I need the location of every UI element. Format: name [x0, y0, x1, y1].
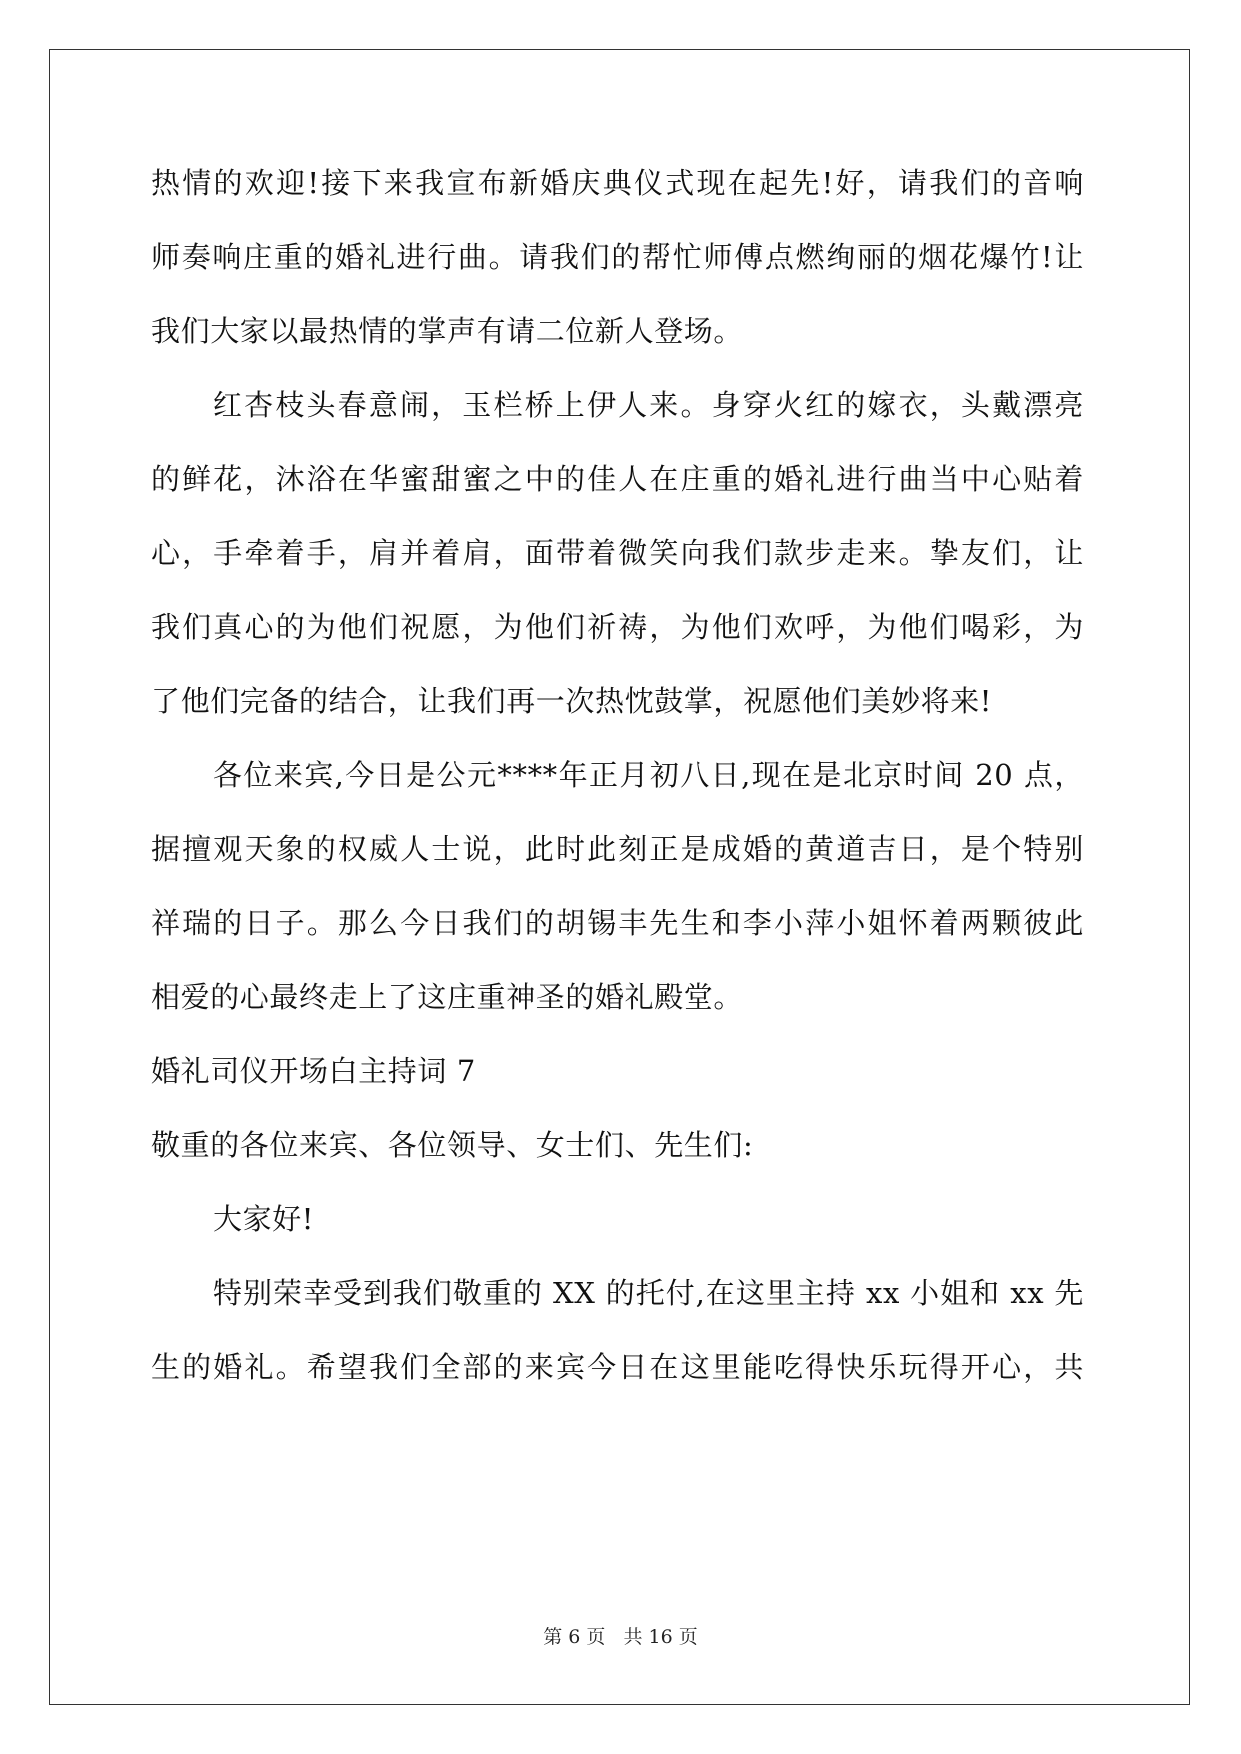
paragraph-line: 的鲜花，沐浴在华蜜甜蜜之中的佳人在庄重的婚礼进行曲当中心贴着	[151, 462, 1084, 496]
paragraph-line: 了他们完备的结合，让我们再一次热忱鼓掌，祝愿他们美妙将来!	[151, 684, 993, 718]
paragraph-line: 师奏响庄重的婚礼进行曲。请我们的帮忙师傅点燃绚丽的烟花爆竹!让	[151, 240, 1084, 274]
paragraph-line: 相爱的心最终走上了这庄重神圣的婚礼殿堂。	[151, 980, 744, 1014]
page-footer	[0, 1622, 1241, 1649]
paragraph-line: 心，手牵着手，肩并着肩，面带着微笑向我们款步走来。挚友们，让	[151, 536, 1084, 570]
section-heading: 婚礼司仪开场白主持词 7	[151, 1054, 476, 1088]
paragraph-line: 据擅观天象的权威人士说，此时此刻正是成婚的黄道吉日，是个特别	[151, 832, 1084, 866]
page-total: 共 16 页	[623, 1626, 698, 1648]
paragraph-line: 祥瑞的日子。那么今日我们的胡锡丰先生和李小萍小姐怀着两颗彼此	[151, 906, 1084, 940]
paragraph-line: 热情的欢迎!接下来我宣布新婚庆典仪式现在起先!好，请我们的音响	[151, 166, 1084, 200]
page-number: 第 6 页	[543, 1626, 606, 1648]
paragraph-line: 我们真心的为他们祝愿，为他们祈祷，为他们欢呼，为他们喝彩，为	[151, 610, 1084, 644]
paragraph-line: 生的婚礼。希望我们全部的来宾今日在这里能吃得快乐玩得开心，共	[151, 1350, 1084, 1384]
greeting: 大家好!	[213, 1202, 315, 1236]
paragraph-line: 红杏枝头春意闹，玉栏桥上伊人来。身穿火红的嫁衣，头戴漂亮	[213, 388, 1084, 422]
salutation: 敬重的各位来宾、各位领导、女士们、先生们:	[151, 1128, 754, 1162]
paragraph-line: 特别荣幸受到我们敬重的 XX 的托付,在这里主持 xx 小姐和 xx 先	[213, 1276, 1084, 1310]
paragraph-line: 我们大家以最热情的掌声有请二位新人登场。	[151, 314, 744, 348]
page-border	[49, 49, 1190, 1705]
paragraph-line: 各位来宾,今日是公元****年正月初八日,现在是北京时间 20 点，	[213, 758, 1084, 792]
